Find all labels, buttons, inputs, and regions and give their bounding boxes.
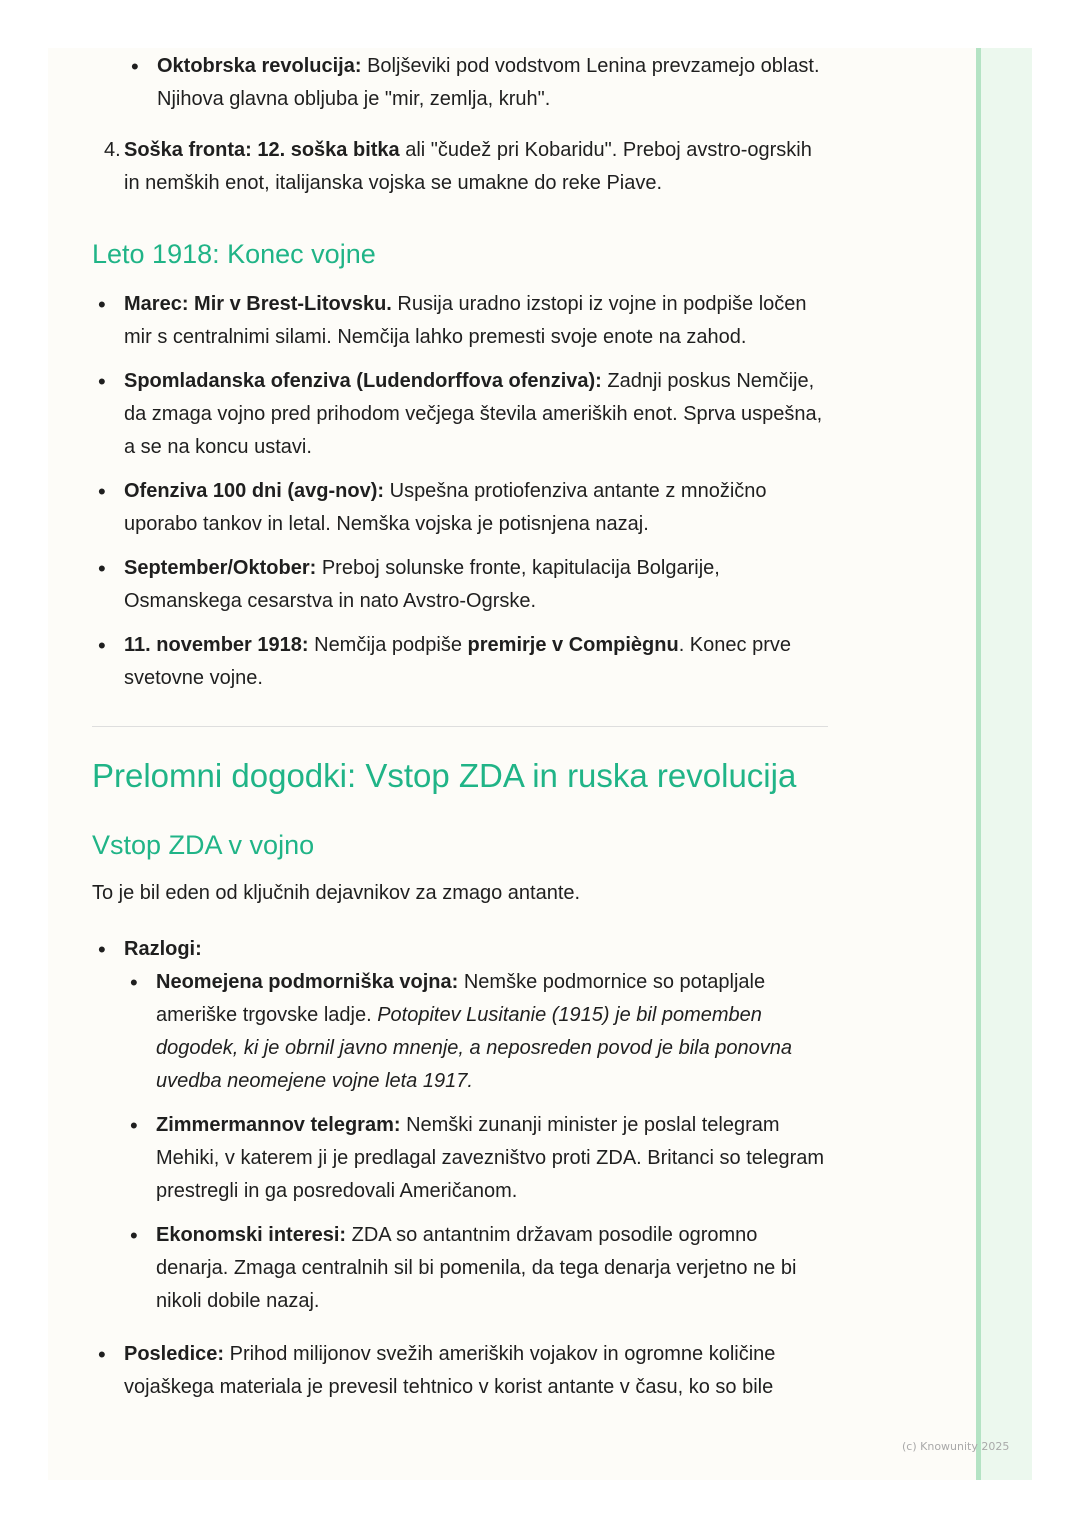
copyright-footer: (c) Knowunity 2025 xyxy=(902,1440,1010,1453)
subheading-vstop-zda: Vstop ZDA v vojno xyxy=(92,830,315,860)
list-item-marec: • Marec: Mir v Brest-Litovsku. Rusija uradno izstopi iz vojne in podpiše ločen mir s centralnimi silami. Nemčija lahko premesti svoje enote na zahod. xyxy=(92,288,832,354)
list-item-november: • 11. november 1918: Nemčija podpiše premirje v Compiègnu. Konec prve svetovne vojne. xyxy=(92,629,832,695)
list-item-razlogi: • Razlogi: • Neomejena podmorniška vojna: Nemške podmornice so potapljale ameriške trgovske ladje. Potopitev Lusitanie (1915) je bil pomemben dogodek, ki je obrnil javno mnenje, a neposreden povod je bila ponovna uvedba neomejene vojne leta 1917. • Zimmermannov telegram: Nemški zunanji minister je poslal telegram Mehiki, v katerem ji je predlagal zavezništvo proti ZDA. Britanci so telegram prestregli in ga posredovali Američanom. • Ekonomski interesi: ZDA so antantnim državam posodile ogromno denarja. Zmaga centralnih sil bi pomenila, da tega denarja verjetno ne bi nikoli dobile nazaj. xyxy=(92,933,832,1318)
list-item-posledice: • Posledice: Prihod milijonov svežih ameriških vojakov in ogromne količine vojaškega materiala je prevesil tehtnico v korist antante v času, ko so bile xyxy=(92,1338,832,1404)
side-margin-strip xyxy=(976,48,1032,1480)
list-item-soska: 4. Soška fronta: 12. soška bitka ali "čudež pri Kobaridu". Preboj avstro-ogrskih in nemških enot, italijanska vojska se umakne do reke Piave. xyxy=(92,134,832,200)
list-number: 4. xyxy=(104,139,121,161)
list-item-september: • September/Oktober: Preboj solunske fronte, kapitulacija Bolgarije, Osmanskega cesarstva in nato Avstro-Ogrske. xyxy=(92,552,832,618)
list-1918 xyxy=(92,288,832,695)
list-item-podmornica: • Neomejena podmorniška vojna: Nemške podmornice so potapljale ameriške trgovske ladje. Potopitev Lusitanie (1915) je bil pomemben dogodek, ki je obrnil javno mnenje, a neposreden povod je bila ponovna uvedba neomejene vojne leta 1917. xyxy=(124,966,832,1098)
document-content xyxy=(92,50,832,1404)
section-heading-1918: Leto 1918: Konec vojne xyxy=(92,239,376,269)
numbered-list xyxy=(92,134,832,200)
list-vstop-zda xyxy=(92,933,832,1404)
side-margin-line xyxy=(976,48,981,1480)
section-heading-prelomni: Prelomni dogodki: Vstop ZDA in ruska revolucija xyxy=(92,757,797,794)
intro-paragraph: To je bil eden od ključnih dejavnikov za zmago antante. xyxy=(92,882,581,904)
list-item-ekonomski: • Ekonomski interesi: ZDA so antantnim državam posodile ogromno denarja. Zmaga centralnih sil bi pomenila, da tega denarja verjetno ne bi nikoli dobile nazaj. xyxy=(124,1219,832,1318)
list-item-zimmermann: • Zimmermannov telegram: Nemški zunanji minister je poslal telegram Mehiki, v katerem ji je predlagal zavezništvo proti ZDA. Britanci so telegram prestregli in ga posredovali Američanom. xyxy=(124,1109,832,1208)
list-item-oktobrska: • Oktobrska revolucija: Boljševiki pod vodstvom Lenina prevzamejo oblast. Njihova glavna obljuba je "mir, zemlja, kruh". xyxy=(125,50,832,116)
razlogi-sublist xyxy=(124,966,832,1318)
oktobrska-list xyxy=(125,50,832,116)
list-item-spomladanska: • Spomladanska ofenziva (Ludendorffova ofenziva): Zadnji poskus Nemčije, da zmaga vojno pred prihodom večjega števila ameriških enot. Sprva uspešna, a se na koncu ustavi. xyxy=(92,365,832,464)
section-divider xyxy=(92,726,828,727)
list-item-ofenziva-100: • Ofenziva 100 dni (avg-nov): Uspešna protiofenziva antante z množično uporabo tankov in letal. Nemška vojska je potisnjena nazaj. xyxy=(92,475,832,541)
